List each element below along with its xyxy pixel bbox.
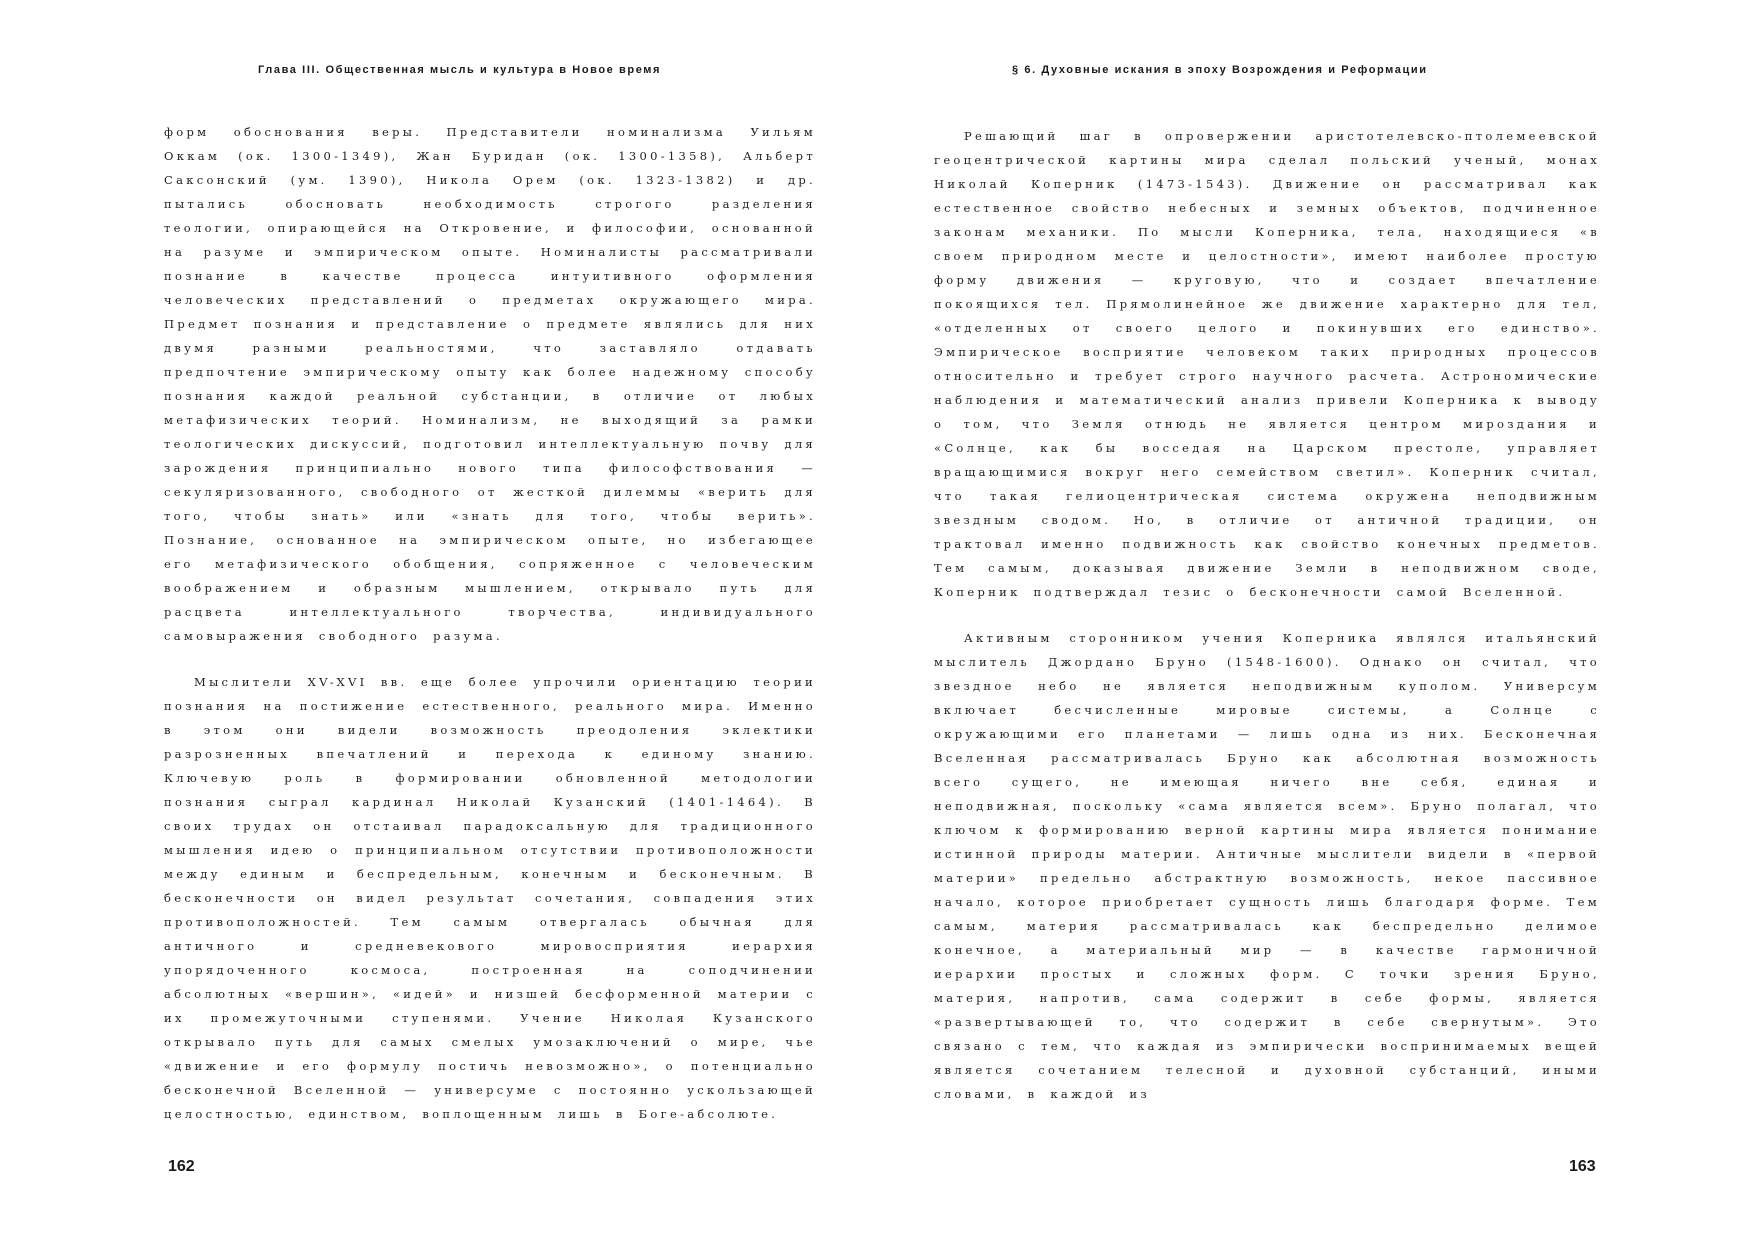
running-head: § 6. Духовные искания в эпоху Возрождения и Реформации [1012,64,1428,76]
paragraph: Мыслители XV-XVI вв. еще более упрочили ориентацию теории познания на постижение естественного, реального мира. Именно в этом они видели возможность преодоления эклектики разрозненных впечатлений и перехода к единому знанию. Ключевую роль в формировании обновленной методологии познания сыграл кардинал Николай Кузанский (1401-1464). В своих трудах он отстаивал парадоксальную для традиционного мышления идею о принципиальном отсутствии противоположности между единым и беспредельным, конечным и бесконечным. В бесконечности он видел результат сочетания, совпадения этих противоположностей. Тем самым отвергалась обычная для античного и средневекового мировосприятия иерархия упорядоченного космоса, построенная на соподчинении абсолютных «вершин», «идей» и низшей бесформенной материи с их промежуточными ступенями. Учение Николая Кузанского открывало путь для самых смелых умозаключений о мире, чье «движение и его формулу постичь невозможно», о потенциально бесконечной Вселенной — универсуме с постоянно ускользающей целостностью, единством, воплощенным лишь в Боге-абсолюте. [164,675,816,1121]
page-number: 162 [168,1158,195,1175]
running-head: Глава III. Общественная мысль и культура в Новое время [258,64,662,76]
right-page [877,0,1754,1239]
page-number: 163 [1569,1158,1596,1175]
paragraph: Активным сторонником учения Коперника являлся итальянский мыслитель Джордано Бруно (1548-1600). Однако он считал, что звездное небо не является неподвижным куполом. Универсум включает бесчисленные мировые системы, а Солнце с окружающими его планетами — лишь одна из них. Бесконечная Вселенная рассматривалась Бруно как абсолютная возможность всего сущего, не имеющая ничего вне себя, единая и неподвижная, поскольку «сама является всем». Бруно полагал, что ключом к формированию верной картины мира является понимание истинной природы материи. Античные мыслители видели в «первой материи» предельно абстрактную возможность, некое пассивное начало, которое приобретает сущность лишь благодаря форме. Тем самым, материя рассматривалась как беспредельно делимое конечное, а материальный мир — в качестве гармоничной иерархии простых и сложных форм. С точки зрения Бруно, материя, напротив, сама содержит в себе формы, является «развертывающей то, что содержит в себе свернутым». Это связано с тем, что каждая из эмпирически воспринимаемых вещей является сочетанием телесной и духовной субстанций, иными словами, в каждой из [934,631,1600,1101]
body-text [164,120,816,1148]
paragraph: Решающий шаг в опровержении аристотелевско-птолемеевской геоцентрической картины мира сделал польский ученый, монах Николай Коперник (1473-1543). Движение он рассматривал как естественное свойство небесных и земных объектов, подчиненное законам механики. По мысли Коперника, тела, находящиеся «в своем природном месте и целостности», имеют наиболее простую форму движения — круговую, что и создает впечатление покоящихся тел. Прямолинейное же движение характерно для тел, «отделенных от своего целого и покинувших его единство». Эмпирическое восприятие человеком таких природных процессов относительно и требует строго научного расчета. Астрономические наблюдения и математический анализ привели Коперника к выводу о том, что Земля отнюдь не является центром мироздания и «Солнце, как бы восседая на Царском престоле, управляет вращающимися вокруг него семейством светил». Коперник считал, что такая гелиоцентрическая система окружена неподвижным звездным сводом. Но, в отличие от античной традиции, он трактовал именно подвижность как свойство конечных предметов. Тем самым, доказывая движение Земли в неподвижном своде, Коперник подтверждал тезис о бесконечности самой Вселенной. [934,129,1600,599]
paragraph: форм обоснования веры. Представители номинализма Уильям Оккам (ок. 1300-1349), Жан Буридан (ок. 1300-1358), Альберт Саксонский (ум. 1390), Никола Орем (ок. 1323-1382) и др. пытались обосновать необходимость строгого разделения теологии, опирающейся на Откровение, и философии, основанной на разуме и эмпирическом опыте. Номиналисты рассматривали познание в качестве процесса интуитивного оформления человеческих представлений о предметах окружающего мира. Предмет познания и представление о предмете являлись для них двумя разными реальностями, что заставляло отдавать предпочтение эмпирическому опыту как более надежному способу познания каждой реальной субстанции, в отличие от любых метафизических теорий. Номинализм, не выходящий за рамки теологических дискуссий, подготовил интеллектуальную почву для зарождения принципиально нового типа философствования — секуляризованного, свободного от жесткой дилеммы «верить для того, чтобы знать» или «знать для того, чтобы верить». Познание, основанное на эмпирическом опыте, но избегающее его метафизического обобщения, сопряженное с человеческим воображением и образным мышлением, открывало путь для расцвета интеллектуального творчества, индивидуального самовыражения свободного разума. [164,125,816,643]
body-text [934,124,1600,1128]
